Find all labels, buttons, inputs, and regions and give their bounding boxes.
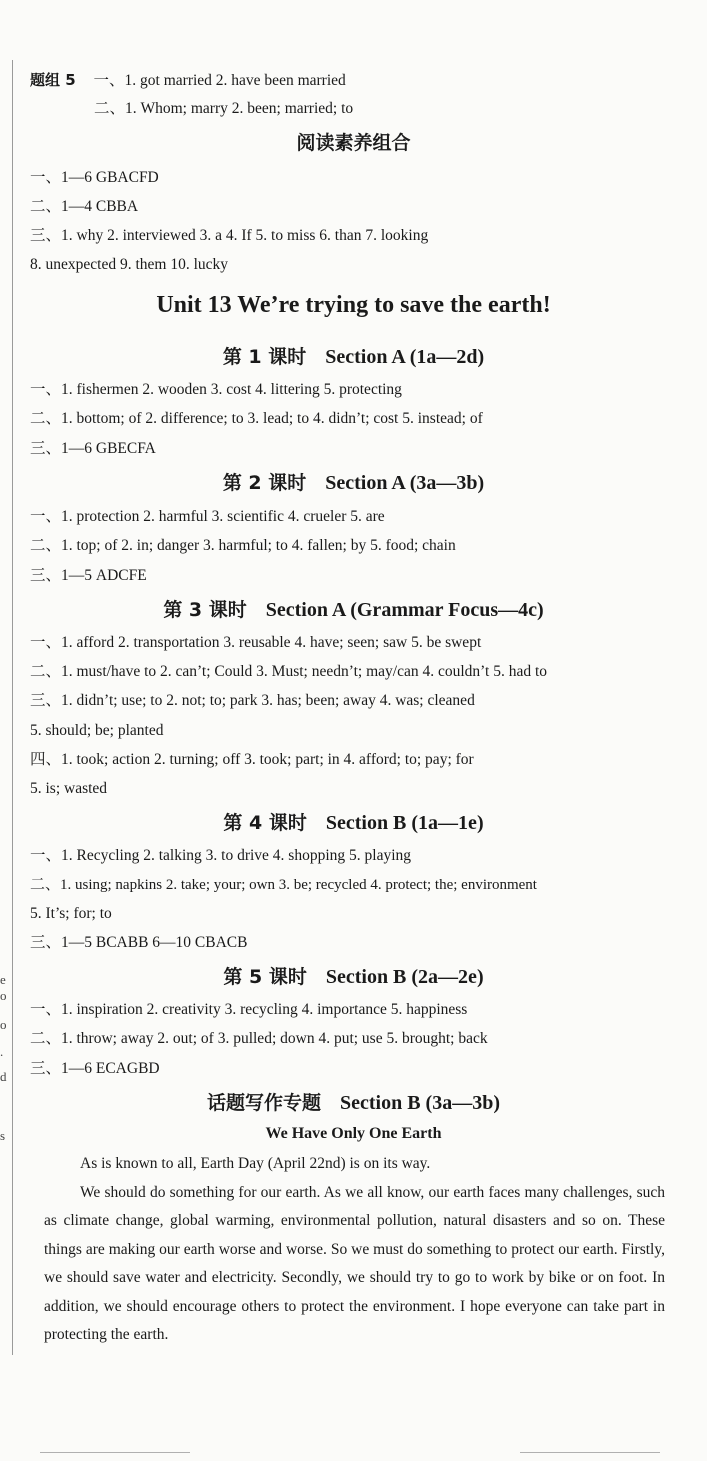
bottom-divider [40, 1452, 190, 1453]
margin-mark: . [0, 1044, 4, 1059]
essay-paragraph-1: As is known to all, Earth Day (April 22nd) is on its way. [80, 1155, 431, 1172]
answer-row: 三、1—6 GBECFA [30, 440, 156, 457]
essay-title: We Have Only One Earth [265, 1125, 442, 1142]
margin-mark: o [0, 988, 7, 1003]
topic5-answers-2: 二、1. Whom; marry 2. been; married; to [94, 100, 354, 117]
answer-row: 三、1. didn’t; use; to 2. not; to; park 3. has; been; away 4. was; cleaned [30, 692, 475, 709]
lesson-number: 第 2 课时 [222, 472, 307, 494]
margin-mark: e [0, 972, 6, 987]
lesson-2-heading [0, 468, 707, 495]
margin-mark: o [0, 1017, 7, 1032]
lesson-section: Section B (2a—2e) [325, 966, 484, 988]
answer-row: 一、1. Recycling 2. talking 3. to drive 4. shopping 5. playing [30, 847, 411, 864]
answer-row: 5. should; be; planted [30, 722, 164, 739]
writing-label: 话题写作专题 [206, 1092, 321, 1114]
lesson-number: 第 4 课时 [223, 812, 307, 834]
essay-body [44, 1150, 665, 1350]
answer-row: 一、1. afford 2. transportation 3. reusable 4. have; seen; saw 5. be swept [30, 634, 482, 651]
lesson-section: Section A (3a—3b) [325, 472, 485, 494]
answer-row: 三、1—5 BCABB 6—10 CBACB [30, 934, 248, 951]
margin-mark: s [0, 1128, 6, 1143]
answer-row: 三、1—6 ECAGBD [30, 1060, 160, 1077]
answer-row: 四、1. took; action 2. turning; off 3. took; part; in 4. afford; to; pay; for [30, 751, 474, 768]
writing-heading [0, 1088, 707, 1115]
answer-row: 5. is; wasted [30, 780, 108, 797]
answer-row: 二、1. throw; away 2. out; of 3. pulled; down 4. put; use 5. brought; back [30, 1030, 488, 1047]
answer-row: 5. It’s; for; to [30, 905, 112, 922]
lesson-1-heading [0, 342, 707, 369]
lesson-number: 第 3 课时 [163, 599, 247, 621]
margin-mark: d [0, 1069, 7, 1084]
lesson-number: 第 1 课时 [222, 346, 307, 368]
reading-row: 8. unexpected 9. them 10. lucky [30, 256, 229, 273]
answer-row: 二、1. top; of 2. in; danger 3. harmful; to 4. fallen; by 5. food; chain [30, 537, 456, 554]
topic5-row1 [30, 70, 677, 91]
reading-row: 三、1. why 2. interviewed 3. a 4. If 5. to miss 6. than 7. looking [30, 227, 429, 244]
reading-row: 一、1—6 GBACFD [30, 169, 159, 186]
bottom-divider [520, 1452, 660, 1453]
answer-row: 一、1. inspiration 2. creativity 3. recycling 4. importance 5. happiness [30, 1001, 468, 1018]
reading-row: 二、1—4 CBBA [30, 198, 139, 215]
topic5-answers-1: 一、1. got married 2. have been married [93, 72, 346, 89]
answer-row: 二、1. must/have to 2. can’t; Could 3. Must; needn’t; may/can 4. couldn’t 5. had to [30, 663, 548, 680]
lesson-4-heading [0, 808, 707, 835]
answer-row: 一、1. fishermen 2. wooden 3. cost 4. littering 5. protecting [30, 381, 402, 398]
answer-row: 一、1. protection 2. harmful 3. scientific 4. crueler 5. are [30, 508, 385, 525]
essay-paragraph-2: We should do something for our earth. As we all know, our earth faces many challenges, such as climate change, global warming, environmental pollution, natural disasters and so on. These things are making our earth worse and worse. So we must do something to protect our earth. Firstly, we should save water and electricity. Secondly, we should try to go to work by bike or on foot. In addition, we should encourage others to protect the environment. I hope everyone can take part in protecting the earth. [44, 1183, 665, 1343]
unit-title: Unit 13 We’re trying to save the earth! [156, 292, 551, 318]
lesson-section: Section A (1a—2d) [325, 346, 485, 368]
answer-row: 二、1. bottom; of 2. difference; to 3. lead; to 4. didn’t; cost 5. instead; of [30, 410, 483, 427]
lesson-5-heading [0, 962, 707, 989]
lesson-section: Section A (Grammar Focus—4c) [265, 599, 544, 621]
answer-row: 二、1. using; napkins 2. take; your; own 3. be; recycled 4. protect; the; environment [30, 877, 537, 893]
answer-row: 三、1—5 ADCFE [30, 567, 147, 584]
lesson-number: 第 5 课时 [223, 966, 307, 988]
lesson-section: Section B (1a—1e) [325, 812, 484, 834]
writing-section: Section B (3a—3b) [340, 1092, 500, 1114]
topic5-label: 题组 5 [30, 71, 76, 89]
lesson-3-heading [0, 595, 707, 622]
left-margin-line [12, 60, 13, 1355]
reading-heading: 阅读素养组合 [296, 132, 411, 154]
